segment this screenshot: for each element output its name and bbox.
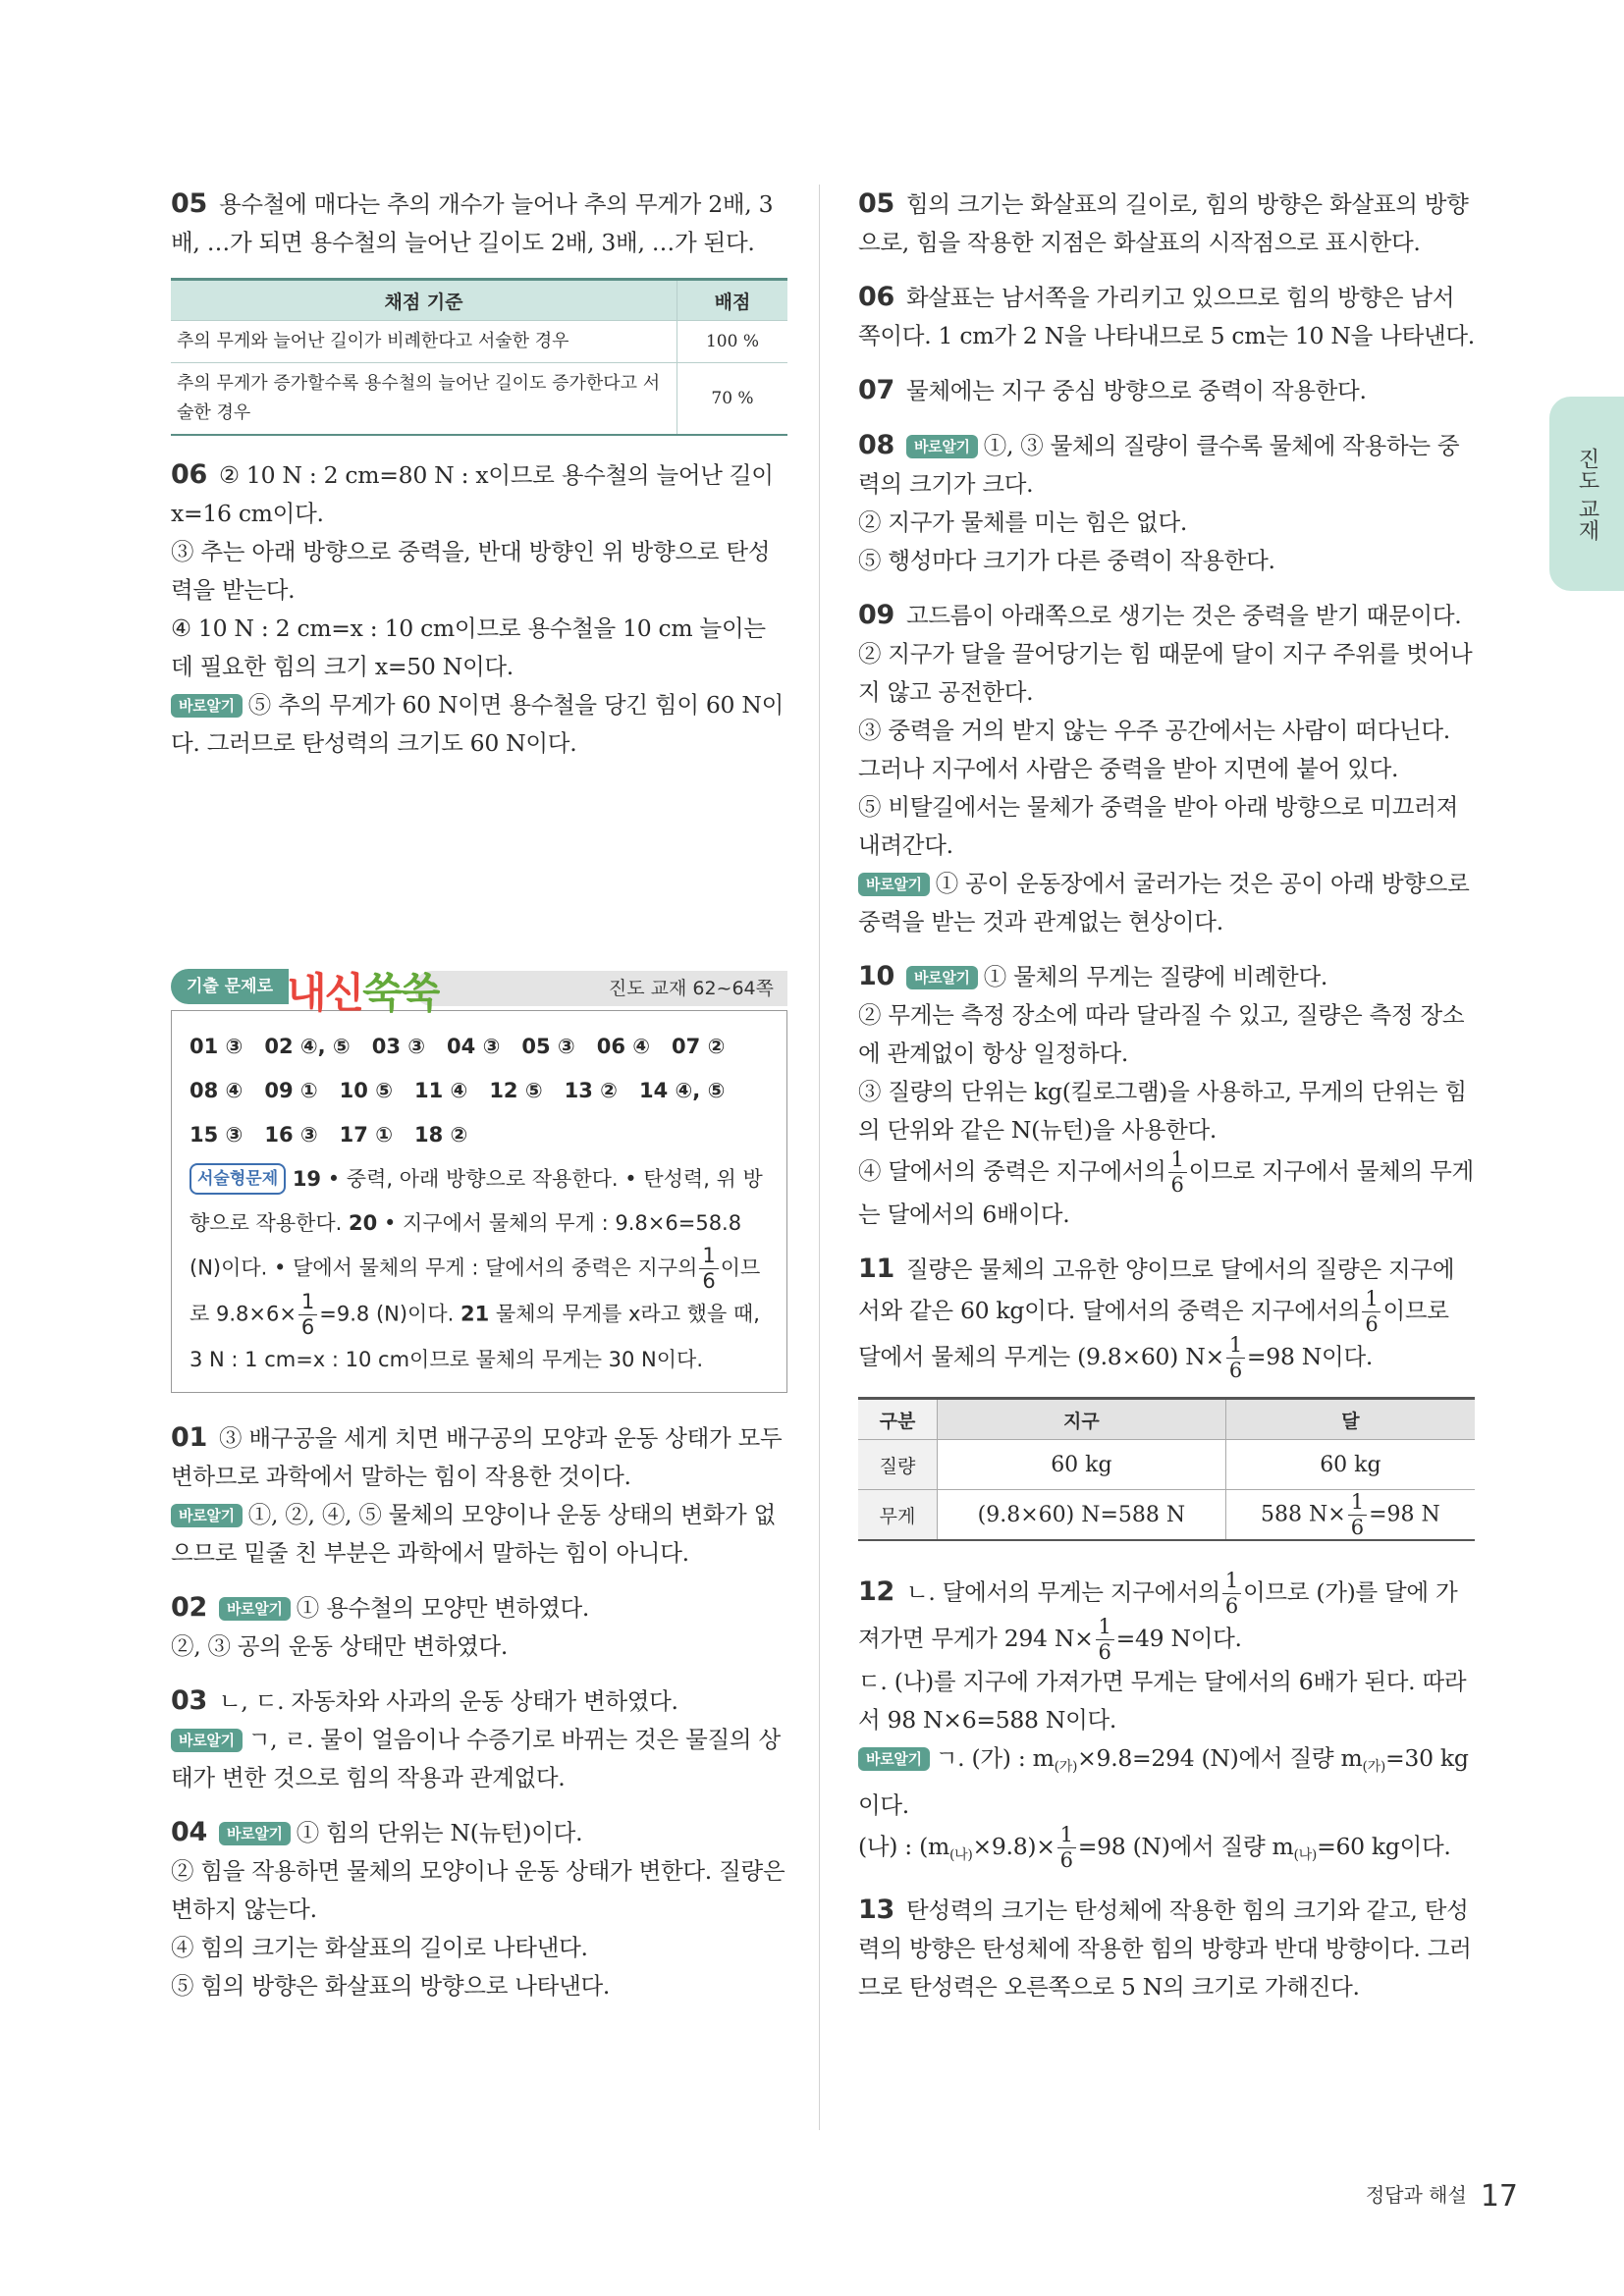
essay-tag: 서술형문제 <box>189 1163 286 1195</box>
answer-text: ⑤ 힘의 방향은 화살표의 방향으로 나타낸다. <box>171 1972 611 2000</box>
answer-text: ⑤ 비탈길에서는 물체가 중력을 받아 아래 방향으로 미끄러져 내려간다. <box>858 793 1459 859</box>
answer-04 <box>171 1813 787 2005</box>
answer-key-item: 13 ② <box>564 1079 618 1102</box>
question-number: 13 <box>858 1895 894 1925</box>
answer-text: ㄱ, ㄹ. 물이 얼음이나 수증기로 바뀌는 것은 물질의 상태가 변한 것으로 힘의 작용과 관계없다. <box>171 1726 781 1791</box>
answer-text: ㄱ. (가) : m <box>935 1744 1055 1772</box>
quick-check-badge: 바로알기 <box>171 1729 243 1752</box>
quick-check-badge: 바로알기 <box>171 694 243 718</box>
answer-text: 이므로 지구에서 물체의 무게는 달에서의 6배이다. <box>858 1157 1474 1228</box>
question-number: 21 <box>460 1302 490 1326</box>
question-number: 09 <box>858 600 894 630</box>
denominator: 6 <box>1365 1312 1379 1336</box>
denominator: 6 <box>702 1269 716 1293</box>
table-row <box>858 1490 1475 1541</box>
answer-text: 힘의 크기는 화살표의 길이로, 힘의 방향은 화살표의 방향으로, 힘을 작용한 지점은 화살표의 시작점으로 표시한다. <box>858 190 1469 256</box>
quick-check-badge: 바로알기 <box>906 435 978 458</box>
section-tag: 기출 문제로 <box>171 969 289 1004</box>
section-title-a: 내신 <box>287 969 363 1017</box>
answer-list <box>189 1025 769 1157</box>
answer-09 <box>858 596 1475 941</box>
fraction <box>1348 1489 1367 1539</box>
points-cell: 100 % <box>677 321 788 363</box>
denominator: 6 <box>1350 1515 1365 1539</box>
answer-text: ③ 추는 아래 방향으로 중력을, 반대 방향인 위 방향으로 탄성력을 받는다. <box>171 538 771 604</box>
answer-text: ④ 10 N : 2 cm=x : 10 cm이므로 용수철을 10 cm 늘이는 데 필요한 힘의 크기 x=50 N이다. <box>171 614 766 680</box>
page-number: 17 <box>1480 2179 1518 2214</box>
answer-13 <box>858 1891 1475 2006</box>
table-cell: (9.8×60) N=588 N <box>938 1490 1226 1541</box>
answer-text: 질량은 물체의 고유한 양이므로 달에서의 질량은 지구에서와 같은 60 kg이다. 달에서의 중력은 지구에서의 <box>858 1255 1455 1324</box>
denominator: 6 <box>1224 1594 1238 1618</box>
answer-text: 고드름이 아래쪽으로 생기는 것은 중력을 받기 때문이다. <box>905 602 1462 629</box>
quick-check-badge: 바로알기 <box>219 1597 291 1621</box>
answer-key-item: 16 ③ <box>264 1123 318 1147</box>
answer-key-item: 11 ④ <box>413 1079 468 1102</box>
numerator: 1 <box>1226 1335 1245 1359</box>
points-header: 배점 <box>677 280 788 321</box>
answer-text: ② 지구가 물체를 미는 힘은 없다. <box>858 508 1188 536</box>
numerator: 1 <box>1222 1571 1241 1594</box>
table-header: 지구 <box>938 1399 1226 1440</box>
question-number: 12 <box>858 1576 894 1607</box>
answer-key-item: 17 ① <box>339 1123 393 1147</box>
fraction <box>1222 1571 1241 1617</box>
answer-text: ②, ③ 공의 운동 상태만 변하였다. <box>171 1632 509 1660</box>
answer-key-item: 05 ③ <box>521 1035 575 1058</box>
answer-text: ④ 달에서의 중력은 지구에서의 <box>858 1157 1166 1185</box>
subscript: (나) <box>948 1847 973 1863</box>
cell-text: =98 N <box>1369 1502 1440 1526</box>
question-number: 06 <box>858 282 894 312</box>
answer-text: ③ 질량의 단위는 kg(킬로그램)을 사용하고, 무게의 단위는 힘의 단위와 같은 N(뉴턴)을 사용한다. <box>858 1078 1467 1144</box>
page-footer <box>1366 2179 1518 2214</box>
answer-text: 탄성력의 크기는 탄성체에 작용한 힘의 크기와 같고, 탄성력의 방향은 탄성체에 작용한 힘의 방향과 반대 방향이다. 그러므로 탄성력은 오른쪽으로 5 N의 크기로 가해진다. <box>858 1896 1472 2001</box>
quick-check-badge: 바로알기 <box>906 966 978 989</box>
answer-text: ⑤ 추의 무게가 60 N이면 용수철을 당긴 힘이 60 N이다. 그러므로 탄성력의 크기도 60 N이다. <box>171 691 785 757</box>
row-label: 무게 <box>858 1490 938 1541</box>
numerator: 1 <box>1168 1149 1187 1173</box>
answer-08 <box>858 426 1475 580</box>
answer-text: ① 용수철의 모양만 변하였다. <box>296 1594 590 1622</box>
table-header: 구분 <box>858 1399 938 1440</box>
answer-07 <box>858 371 1475 410</box>
table-cell: 60 kg <box>938 1440 1226 1490</box>
left-column <box>171 185 787 2021</box>
question-number: 07 <box>858 375 894 405</box>
fraction <box>1168 1149 1187 1196</box>
fraction <box>1057 1825 1076 1871</box>
answer-text: =9.8 (N)이다. <box>319 1302 455 1326</box>
answer-05 <box>171 185 787 262</box>
question-number: 08 <box>858 430 894 460</box>
fraction <box>298 1292 317 1338</box>
answer-key-item: 04 ③ <box>447 1035 501 1058</box>
section-title <box>287 961 438 1020</box>
answer-key-item: 08 ④ <box>189 1079 244 1102</box>
answer-text: ×9.8)× <box>972 1833 1056 1860</box>
answer-text: 용수철에 매다는 추의 개수가 늘어나 추의 무게가 2배, 3배, …가 되면 용수철의 늘어난 길이도 2배, 3배, …가 된다. <box>171 190 774 256</box>
answer-key-item: 18 ② <box>413 1123 468 1147</box>
answer-12 <box>858 1571 1475 1875</box>
footer-label: 정답과 해설 <box>1365 2183 1467 2207</box>
answer-text: =98 (N)에서 질량 m <box>1077 1833 1294 1860</box>
answer-text: ① 공이 운동장에서 굴러가는 것은 공이 아래 방향으로 중력을 받는 것과 관계없는 현상이다. <box>858 870 1470 935</box>
answer-text: 이므로 달에서 물체의 무게는 (9.8×60) N× <box>858 1297 1449 1370</box>
answer-key-box <box>171 1010 787 1393</box>
answer-text: • 중력, 아래 방향으로 작용한다. • 탄성력, 위 방향으로 작용한다. <box>189 1167 763 1235</box>
answer-text: ③ 배구공을 세게 치면 배구공의 모양과 운동 상태가 모두 변하므로 과학에서 말하는 힘이 작용한 것이다. <box>171 1424 783 1490</box>
answer-key-item: 10 ⑤ <box>339 1079 393 1102</box>
answer-text: 화살표는 남서쪽을 가리키고 있으므로 힘의 방향은 남서쪽이다. 1 cm가 2 N을 나타내므로 5 cm는 10 N을 나타낸다. <box>858 284 1475 349</box>
answer-text: (나) : (m <box>858 1833 949 1860</box>
question-number: 06 <box>171 459 207 490</box>
question-number: 20 <box>349 1211 378 1235</box>
question-number: 03 <box>171 1685 207 1716</box>
answer-06 <box>171 455 787 763</box>
side-tab[interactable]: 진도 교재 <box>1549 397 1624 591</box>
question-number: 19 <box>292 1167 322 1191</box>
answer-text: =49 N이다. <box>1115 1625 1242 1652</box>
section-header <box>171 965 787 1017</box>
fraction <box>699 1246 718 1292</box>
essay-answers <box>189 1157 769 1382</box>
answer-text: ④ 힘의 크기는 화살표의 길이로 나타낸다. <box>171 1934 588 1961</box>
answer-text: ① 힘의 단위는 N(뉴턴)이다. <box>296 1819 583 1846</box>
answer-text: ② 지구가 달을 끌어당기는 힘 때문에 달이 지구 주위를 벗어나지 않고 공전한다. <box>858 640 1473 706</box>
column-divider <box>819 185 820 2130</box>
answer-06 <box>858 278 1475 355</box>
answer-text: 물체의 무게를 x라고 했을 때, 3 N : 1 cm=x : 10 cm이므로 물체의 무게는 30 N이다. <box>189 1302 760 1371</box>
answer-text: ② 무게는 측정 장소에 따라 달라질 수 있고, 질량은 측정 장소에 관계없이 항상 일정하다. <box>858 1001 1465 1067</box>
table-header: 달 <box>1225 1399 1475 1440</box>
table-row <box>171 321 787 363</box>
answer-key-item: 09 ① <box>264 1079 318 1102</box>
criteria-cell: 추의 무게가 증가할수록 용수철의 늘어난 길이도 증가한다고 서술한 경우 <box>171 363 677 436</box>
question-number: 11 <box>858 1254 894 1284</box>
quick-check-badge: 바로알기 <box>219 1822 291 1845</box>
fraction <box>1096 1617 1114 1663</box>
answer-text: ㄷ. (나)를 지구에 가져가면 무게는 달에서의 6배가 된다. 따라서 98 N×6=588 N이다. <box>858 1668 1467 1734</box>
numerator: 1 <box>298 1292 317 1315</box>
question-number: 10 <box>858 961 894 991</box>
answer-key-item: 01 ③ <box>189 1035 244 1058</box>
answer-text: 이므로 (가)를 달에 가져가면 무게가 294 N× <box>858 1578 1458 1652</box>
denominator: 6 <box>300 1315 315 1339</box>
scoring-table <box>171 278 787 436</box>
question-number: 05 <box>171 188 207 219</box>
numerator: 1 <box>1096 1617 1114 1640</box>
answer-key-item: 03 ③ <box>371 1035 426 1058</box>
numerator: 1 <box>699 1246 718 1269</box>
question-number: 04 <box>171 1817 207 1847</box>
criteria-cell: 추의 무게와 늘어난 길이가 비례한다고 서술한 경우 <box>171 321 677 363</box>
answer-02 <box>171 1588 787 1666</box>
answer-11 <box>858 1250 1475 1381</box>
table-cell <box>1225 1490 1475 1541</box>
subscript: (나) <box>1293 1847 1318 1863</box>
answer-key-item: 07 ② <box>672 1035 726 1058</box>
quick-check-badge: 바로알기 <box>858 1747 930 1771</box>
denominator: 6 <box>1059 1848 1073 1872</box>
subscript: (가) <box>1362 1759 1386 1775</box>
fraction <box>1362 1289 1380 1335</box>
criteria-header: 채점 기준 <box>171 280 677 321</box>
answer-text: ② 힘을 작용하면 물체의 모양이나 운동 상태가 변한다. 질량은 변하지 않는다. <box>171 1857 785 1923</box>
answer-text: ×9.8=294 (N)에서 질량 m <box>1077 1744 1363 1772</box>
denominator: 6 <box>1170 1173 1184 1197</box>
answer-text: ⑤ 행성마다 크기가 다른 중력이 작용한다. <box>858 547 1275 574</box>
answer-key-item: 06 ④ <box>596 1035 651 1058</box>
table-row <box>858 1440 1475 1490</box>
answer-key-item: 02 ④, ⑤ <box>264 1035 351 1058</box>
answer-text: ①, ③ 물체의 질량이 클수록 물체에 작용하는 중력의 크기가 크다. <box>858 432 1460 498</box>
answer-text: 물체에는 지구 중심 방향으로 중력이 작용한다. <box>905 377 1367 404</box>
answer-text: ① 물체의 무게는 질량에 비례한다. <box>983 963 1328 990</box>
weight-table <box>858 1397 1475 1541</box>
answer-text: ㄴ. 달에서의 무게는 지구에서의 <box>905 1578 1220 1606</box>
points-cell: 70 % <box>677 363 788 436</box>
quick-check-badge: 바로알기 <box>171 1504 243 1527</box>
question-number: 05 <box>858 188 894 219</box>
numerator: 1 <box>1362 1289 1380 1312</box>
question-number: 02 <box>171 1592 207 1623</box>
answer-01 <box>171 1418 787 1573</box>
subscript: (가) <box>1054 1759 1078 1775</box>
answer-text: ㄴ, ㄷ. 자동차와 사과의 운동 상태가 변하였다. <box>218 1687 678 1715</box>
answer-text: ①, ②, ④, ⑤ 물체의 모양이나 운동 상태의 변화가 없으므로 밑줄 친 부분은 과학에서 말하는 힘이 아니다. <box>171 1501 777 1567</box>
numerator: 1 <box>1057 1825 1076 1848</box>
table-row <box>171 363 787 436</box>
answer-text: • 지구에서 물체의 무게 : 9.8×6=58.8 (N)이다. • 달에서 물체의 무게 : 달에서의 중력은 지구의 <box>189 1211 742 1280</box>
answer-05 <box>858 185 1475 262</box>
answer-03 <box>171 1682 787 1797</box>
numerator: 1 <box>1348 1492 1367 1516</box>
denominator: 6 <box>1228 1359 1242 1382</box>
cell-text: 588 N× <box>1261 1502 1346 1526</box>
answer-text: ② 10 N : 2 cm=80 N : x이므로 용수철의 늘어난 길이 x=16 cm이다. <box>171 461 774 527</box>
answer-key-item: 15 ③ <box>189 1123 244 1147</box>
answer-text: =98 N이다. <box>1246 1343 1374 1370</box>
row-label: 질량 <box>858 1440 938 1490</box>
section-title-b: 쑥쑥 <box>362 969 439 1017</box>
answer-key-item: 14 ④, ⑤ <box>638 1079 726 1102</box>
answer-text: =30 kg이다. <box>858 1744 1469 1819</box>
section-ref: 진도 교재 62~64쪽 <box>414 971 787 1006</box>
answer-key-item: 12 ⑤ <box>489 1079 543 1102</box>
answer-10 <box>858 957 1475 1234</box>
table-cell: 60 kg <box>1225 1440 1475 1490</box>
answer-text: 이므로 9.8×6× <box>189 1255 761 1326</box>
answer-text: =60 kg이다. <box>1317 1833 1451 1860</box>
answer-text: ③ 중력을 거의 받지 않는 우주 공간에서는 사람이 떠다닌다. 그러나 지구에서 사람은 중력을 받아 지면에 붙어 있다. <box>858 717 1450 782</box>
quick-check-badge: 바로알기 <box>858 873 930 896</box>
question-number: 01 <box>171 1422 207 1453</box>
fraction <box>1226 1335 1245 1381</box>
right-column <box>858 185 1475 2022</box>
denominator: 6 <box>1098 1640 1111 1664</box>
